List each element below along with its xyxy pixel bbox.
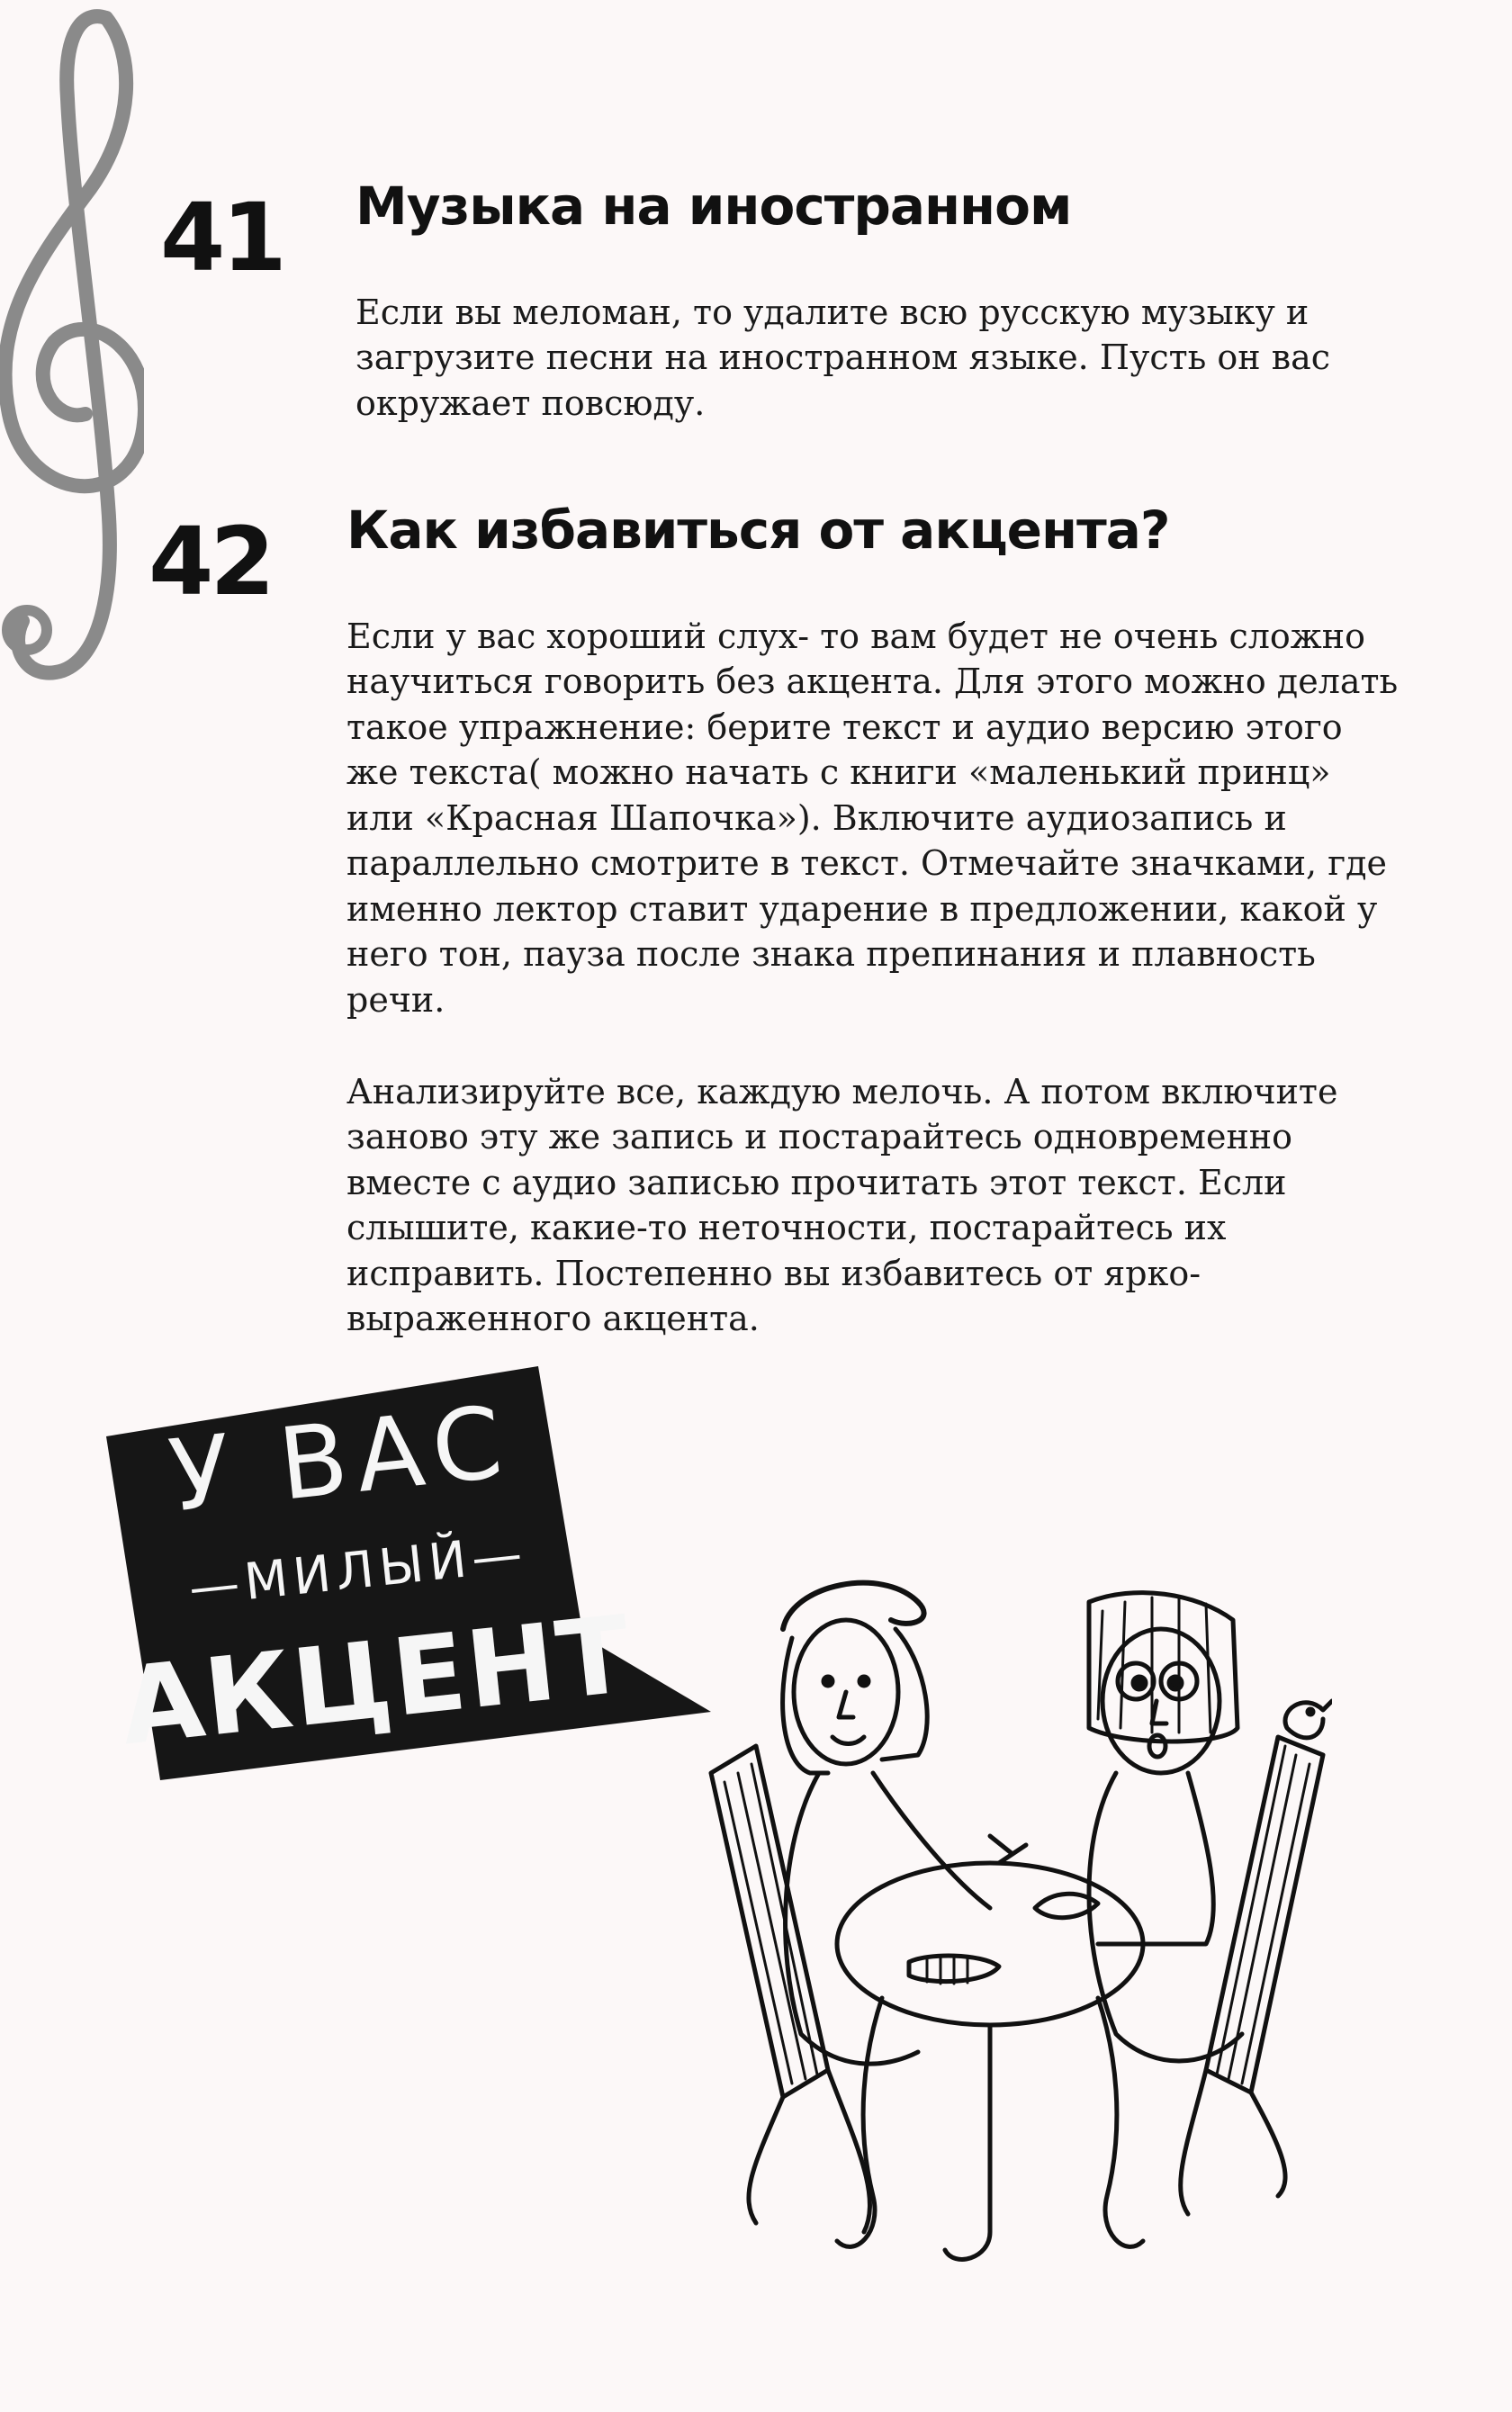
body-line: выраженного акцента. xyxy=(346,1299,760,1338)
body-line: загрузите песни на иностранном языке. Пусть он вас xyxy=(356,338,1331,377)
bubble-line-2: —МИЛЫЙ— xyxy=(185,1524,531,1618)
cafe-couple-illustration xyxy=(702,1566,1332,2286)
body-line: именно лектор ставит ударение в предложении, какой у xyxy=(346,889,1378,929)
section-number: 41 xyxy=(160,183,284,292)
body-line: исправить. Постепенно вы избавитесь от ярко- xyxy=(346,1254,1202,1293)
body-line: Если вы меломан, то удалите всю русскую музыку и xyxy=(356,292,1310,332)
section-title: Как избавиться от акцента? xyxy=(346,500,1170,561)
speech-bubble xyxy=(106,1366,718,1780)
body-line: него тон, пауза после знака препинания и плавность xyxy=(346,934,1316,974)
body-line: же текста( можно начать с книги «маленький принц» xyxy=(346,752,1331,792)
body-line: Если у вас хороший слух- то вам будет не очень сложно xyxy=(346,616,1365,656)
treble-clef-icon xyxy=(0,0,144,702)
body-line: заново эту же запись и постарайтесь одновременно xyxy=(346,1117,1292,1156)
body-line: параллельно смотрите в текст. Отмечайте значками, где xyxy=(346,843,1388,883)
section-title: Музыка на иностранном xyxy=(356,176,1072,237)
body-line: окружает повсюду. xyxy=(356,383,706,423)
body-line: речи. xyxy=(346,980,446,1020)
body-line: слышите, какие-то неточности, постарайтесь их xyxy=(346,1208,1227,1247)
body-line: такое упражнение: берите текст и аудио версию этого xyxy=(346,707,1343,747)
body-line: научиться говорить без акцента. Для этого можно делать xyxy=(346,662,1399,701)
bubble-line-1: У ВАС xyxy=(164,1383,517,1534)
section-number: 42 xyxy=(148,507,272,616)
body-line: Анализируйте все, каждую мелочь. А потом включите xyxy=(346,1072,1338,1112)
body-line: вместе с аудио записью прочитать этот текст. Если xyxy=(346,1163,1287,1202)
bubble-line-3: АКЦЕНТ xyxy=(114,1591,638,1769)
body-line: или «Красная Шапочка»). Включите аудиозапись и xyxy=(346,798,1287,838)
